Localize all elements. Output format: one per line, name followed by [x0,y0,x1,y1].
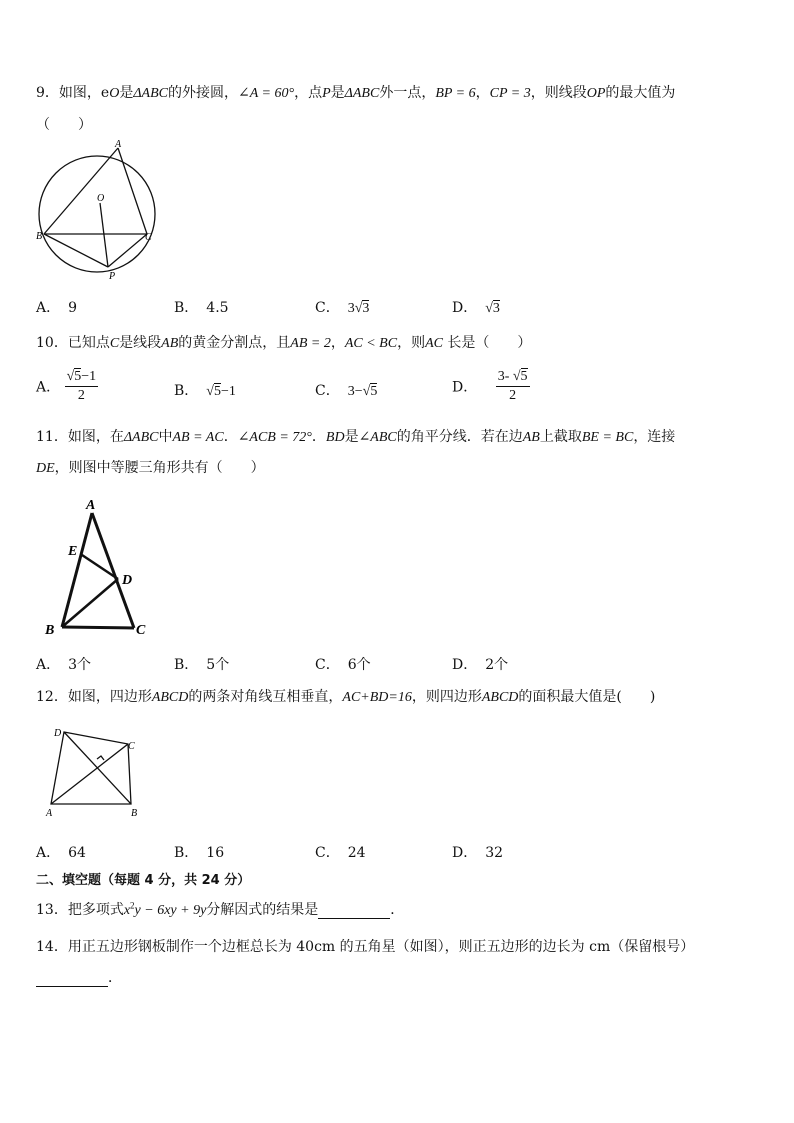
q11-stem-line1: 11．如图，在ΔABC中AB = AC．∠ACB = 72°．BD是∠ABC的角平分线．若在边AB上截取BE = BC，连接 [36,429,676,445]
label-a: A [115,139,122,150]
q11-option-b[interactable]: B． 5个 [174,657,230,673]
q9-circle-figure [34,137,164,287]
segment-op [100,203,108,267]
side-ab [44,148,118,234]
q11-option-a[interactable]: A． 3个 [36,657,92,673]
q10-option-b[interactable]: B． √5−1 [174,383,236,399]
label-b: B [45,623,55,638]
q11-number: 11． [36,429,68,445]
q12-quadrilateral-figure [40,722,150,822]
q10-option-d[interactable]: D． $\frac{3- √5}{2}$ [452,369,528,403]
q9-option-b[interactable]: B． 4.5 [174,300,229,316]
q12-number: 12． [36,689,68,705]
q9-option-c[interactable]: C． 3√3 [315,300,370,316]
q14-answer-line: ． [36,967,122,987]
q11-option-c[interactable]: C． 6个 [315,657,371,673]
q9-stem: 9．如图，eO是ΔABC的外接圆，∠A = 60°，点P是ΔABC外一点，BP = 6，CP = 3，则线段OP的最大值为 [36,85,676,101]
label-d: D [54,728,62,739]
q11-option-d[interactable]: D． 2个 [452,657,509,673]
bisector-bd [62,579,118,627]
q13-number: 13． [36,902,68,918]
label-a: A [86,498,96,513]
right-angle-mark [97,756,104,760]
q14-answer-blank[interactable] [36,970,108,987]
label-c: C [136,623,146,638]
q9-answer-paren: （ ） [36,117,92,133]
q9-option-d[interactable]: D． √3 [452,300,500,316]
section-heading-fill-in: 二、填空题（每题 4 分，共 24 分） [36,873,251,888]
q14-stem: 14．用正五边形钢板制作一个边框总长为 40cm 的五角星（如图），则正五边形的边长为 cm（保留根号） [36,939,695,955]
q12-option-d[interactable]: D． 32 [452,845,504,861]
label-p: P [109,271,116,282]
q9-option-a[interactable]: A． 9 [36,300,78,316]
side-ac [92,513,134,628]
label-e: E [68,544,78,559]
q13-answer-blank[interactable] [318,902,390,919]
label-o: O [97,193,105,204]
quadrilateral-abcd [51,732,131,804]
side-ab [62,513,92,627]
q11-triangle-figure [40,493,155,643]
q14-number: 14． [36,939,68,955]
q10-number: 10． [36,335,68,351]
q10-option-a[interactable]: A． $\frac{√5-1}{2}$ [36,369,97,403]
q12-stem: 12．如图，四边形ABCD的两条对角线互相垂直，AC+BD=16，则四边形ABCD的面积最大值是( ) [36,689,656,705]
label-a: A [46,808,53,819]
side-bc [62,627,134,628]
label-d: D [122,573,133,588]
q12-option-c[interactable]: C． 24 [315,845,366,861]
q13-stem: 13．把多项式$x^2y - 6xy + 9y$分解因式的结果是 ． [36,900,405,918]
q12-option-b[interactable]: B． 16 [174,845,225,861]
segment-bp [44,234,108,267]
q12-option-a[interactable]: A． 64 [36,845,86,861]
side-ac [118,148,147,234]
q9-number: 9． [36,85,59,101]
label-c: C [145,232,152,243]
q10-stem: 10．已知点C是线段AB的黄金分割点，且AB = 2，AC < BC，则AC 长是（ ） [36,335,532,351]
diagonal-ac [51,744,128,804]
label-b: B [131,808,138,819]
q11-stem-line2: DE，则图中等腰三角形共有（ ） [36,460,265,476]
label-c: C [128,741,135,752]
label-b: B [36,231,43,242]
segment-cp [108,234,147,267]
q10-option-c[interactable]: C． 3−√5 [315,383,378,399]
